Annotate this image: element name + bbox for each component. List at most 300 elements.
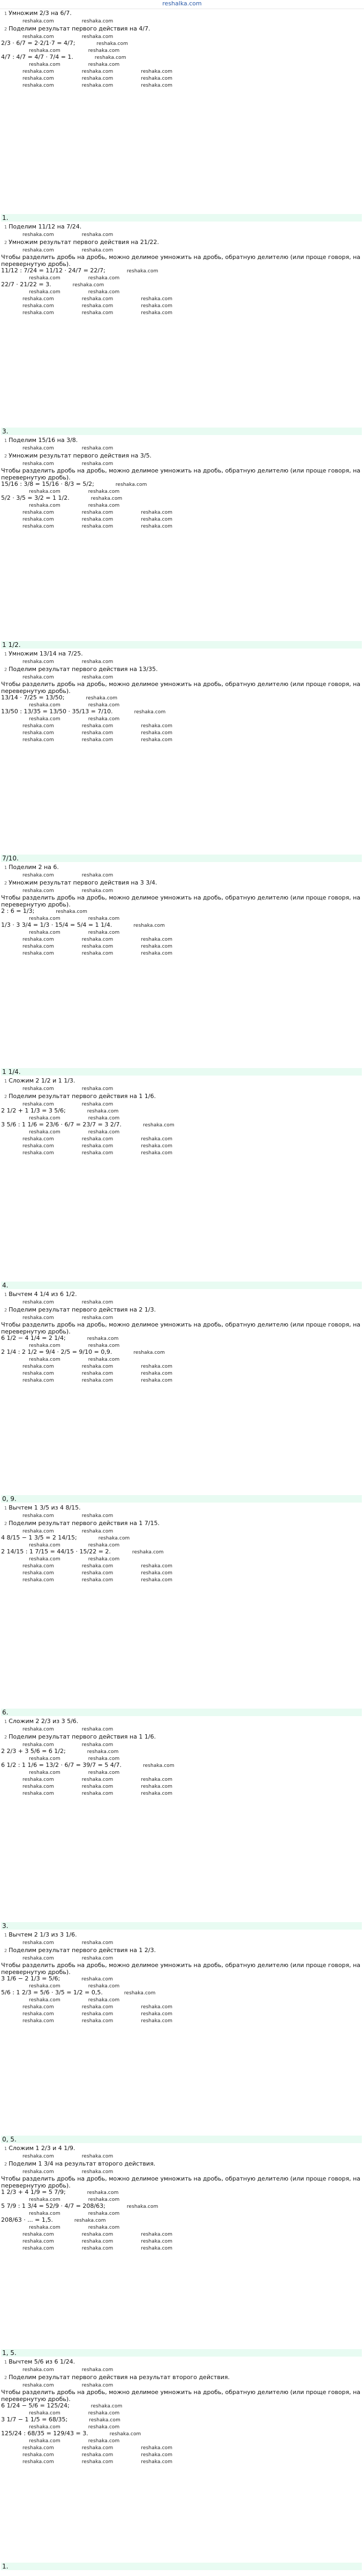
watermark[interactable]: reshaka.com [29,1984,60,1989]
watermark[interactable]: reshaka.com [87,1109,119,1114]
watermark[interactable]: reshaka.com [81,69,113,74]
watermark[interactable]: reshaka.com [141,737,173,743]
watermark[interactable]: reshaka.com [134,710,166,715]
watermark[interactable]: reshaka.com [22,1940,54,1946]
watermark[interactable]: reshaka.com [22,730,54,736]
watermark[interactable]: reshaka.com [141,1364,173,1369]
watermark[interactable]: reshaka.com [29,717,60,722]
watermark-row [1,460,362,467]
solution-page [0,9,364,2571]
watermark[interactable]: reshaka.com [87,1749,119,1755]
watermark-row [1,68,362,75]
watermark[interactable]: reshaka.com [22,2445,54,2451]
watermark-row [1,936,362,943]
site-header[interactable] [0,0,364,9]
watermark[interactable]: reshaka.com [22,944,54,949]
watermark[interactable]: reshaka.com [81,232,113,238]
watermark[interactable]: reshaka.com [81,1529,113,1534]
math-expression: 125/24 : 68/35 = 129/43 = 3. [1,2430,88,2437]
watermark[interactable]: reshaka.com [22,1086,54,1092]
watermark[interactable]: reshaka.com [81,1977,113,1982]
watermark[interactable]: reshaka.com [141,2452,173,2458]
watermark[interactable]: reshaka.com [124,1991,156,1996]
watermark[interactable]: reshaka.com [29,1116,60,1121]
watermark[interactable]: reshaka.com [22,446,54,451]
watermark[interactable]: reshaka.com [29,2197,60,2202]
watermark-row [1,309,362,316]
math-expression: 3 5/6 : 1 1/6 = 23/6 · 6/7 = 23/7 = 3 2/7. [1,1121,122,1128]
math-expression: 5 7/9 : 1 3/4 = 52/9 · 4/7 = 208/63; [1,2202,105,2209]
watermark[interactable]: reshaka.com [141,730,173,736]
watermark[interactable]: reshaka.com [87,2190,119,2196]
step-number: 1 [4,2146,7,2151]
watermark[interactable]: reshaka.com [22,937,54,942]
watermark[interactable]: reshaka.com [133,923,165,928]
watermark[interactable]: reshaka.com [29,1756,60,1762]
watermark[interactable]: reshaka.com [81,2169,113,2175]
watermark[interactable]: reshaka.com [81,2246,113,2251]
watermark[interactable]: reshaka.com [81,2232,113,2237]
solution-step [4,1093,362,1100]
watermark[interactable]: reshaka.com [88,2411,120,2416]
step-text: Поделим результат первого действия на 13/35. [9,666,158,673]
watermark[interactable]: reshaka.com [22,34,54,40]
watermark[interactable]: reshaka.com [22,888,54,894]
watermark[interactable]: reshaka.com [22,1137,54,1142]
step-text: Умножим 13/14 на 7/25. [9,650,83,657]
watermark[interactable]: reshaka.com [141,2246,173,2251]
watermark[interactable]: reshaka.com [81,1371,113,1376]
watermark[interactable]: reshaka.com [141,310,173,316]
watermark[interactable]: reshaka.com [29,930,60,935]
watermark[interactable]: reshaka.com [141,2005,173,2010]
watermark[interactable]: reshaka.com [141,76,173,81]
watermark[interactable]: reshaka.com [29,1770,60,1775]
explanation-note: Чтобы разделить дробь на дробь, можно делимое умножить на дробь, обратную делителю (или проще говоря, на перевернутую дробь). [1,1962,361,1976]
watermark-row [1,2444,362,2451]
watermark[interactable]: reshaka.com [141,951,173,956]
watermark[interactable]: reshaka.com [143,1123,175,1128]
watermark[interactable]: reshaka.com [141,1564,173,1569]
watermark[interactable]: reshaka.com [141,1571,173,1576]
watermark[interactable]: reshaka.com [81,2154,113,2159]
watermark[interactable]: reshaka.com [22,524,54,529]
watermark[interactable]: reshaka.com [88,703,120,708]
step-number: 2 [4,1948,7,1953]
watermark[interactable]: reshaka.com [22,2154,54,2159]
watermark[interactable]: reshaka.com [81,446,113,451]
watermark[interactable]: reshaka.com [22,1777,54,1782]
watermark[interactable]: reshaka.com [22,2011,54,2017]
watermark[interactable]: reshaka.com [81,524,113,529]
watermark[interactable]: reshaka.com [141,2445,173,2451]
watermark[interactable]: reshaka.com [22,1144,54,1149]
watermark[interactable]: reshaka.com [81,2445,113,2451]
watermark[interactable]: reshaka.com [22,1102,54,1107]
watermark[interactable]: reshaka.com [88,1557,120,1562]
watermark[interactable]: reshaka.com [29,1130,60,1135]
watermark[interactable]: reshaka.com [22,296,54,302]
watermark[interactable]: reshaka.com [88,1984,120,1989]
watermark[interactable]: reshaka.com [81,1315,113,1321]
watermark[interactable]: reshaka.com [81,1577,113,1583]
watermark[interactable]: reshaka.com [81,888,113,894]
watermark[interactable]: reshaka.com [22,517,54,522]
watermark[interactable]: reshaka.com [141,1378,173,1383]
watermark[interactable]: reshaka.com [88,930,120,935]
watermark[interactable]: reshaka.com [141,1371,173,1376]
math-line [1,1549,362,1556]
watermark[interactable]: reshaka.com [115,482,147,487]
watermark[interactable]: reshaka.com [141,723,173,729]
answer-line: 1. [1,214,362,222]
watermark[interactable]: reshaka.com [81,76,113,81]
math-line [1,908,362,915]
watermark[interactable]: reshaka.com [29,503,60,508]
watermark[interactable]: reshaka.com [141,296,173,302]
watermark[interactable]: reshaka.com [81,34,113,40]
watermark[interactable]: reshaka.com [22,1529,54,1534]
watermark[interactable]: reshaka.com [141,1784,173,1789]
watermark[interactable]: reshaka.com [81,2018,113,2024]
watermark[interactable]: reshaka.com [90,2404,123,2409]
watermark-row [1,1085,362,1092]
watermark[interactable]: reshaka.com [88,2225,120,2230]
watermark[interactable]: reshaka.com [89,2418,120,2423]
watermark-row [1,2224,362,2231]
watermark[interactable]: reshaka.com [98,1536,130,1541]
watermark[interactable]: reshaka.com [81,517,113,522]
watermark[interactable]: reshaka.com [88,1756,120,1762]
watermark[interactable]: reshaka.com [29,2411,60,2416]
watermark[interactable]: reshaka.com [81,1571,113,1576]
watermark[interactable]: reshaka.com [133,1350,165,1355]
watermark[interactable]: reshaka.com [81,723,113,729]
watermark[interactable]: reshaka.com [22,1378,54,1383]
step-number: 1 [4,225,7,230]
watermark[interactable]: reshaka.com [81,83,113,88]
watermark[interactable]: reshaka.com [29,2211,60,2216]
watermark[interactable]: reshaka.com [22,248,54,253]
watermark[interactable]: reshaka.com [141,2459,173,2465]
watermark[interactable]: reshaka.com [22,2367,54,2373]
watermark[interactable]: reshaka.com [141,524,173,529]
watermark[interactable]: reshaka.com [81,1378,113,1383]
watermark[interactable]: reshaka.com [22,303,54,309]
watermark[interactable]: reshaka.com [22,1364,54,1369]
watermark[interactable]: reshaka.com [88,1357,120,1362]
watermark[interactable]: reshaka.com [22,1371,54,1376]
watermark[interactable]: reshaka.com [141,303,173,309]
watermark[interactable]: reshaka.com [81,1086,113,1092]
watermark[interactable]: reshaka.com [22,2452,54,2458]
math-expression: 11/12 : 7/24 = 11/12 · 24/7 = 22/7; [1,267,105,274]
watermark[interactable]: reshaka.com [81,951,113,956]
watermark-row [1,1149,362,1156]
solution-step [4,1718,362,1725]
watermark[interactable]: reshaka.com [81,675,113,680]
watermark[interactable]: reshaka.com [29,289,60,295]
watermark[interactable]: reshaka.com [88,62,120,67]
watermark[interactable]: reshaka.com [88,1770,120,1775]
watermark[interactable]: reshaka.com [81,2459,113,2465]
watermark[interactable]: reshaka.com [94,55,126,60]
watermark[interactable]: reshaka.com [29,2225,60,2230]
watermark[interactable]: reshaka.com [88,1130,120,1135]
watermark[interactable]: reshaka.com [88,1116,120,1121]
watermark[interactable]: reshaka.com [22,951,54,956]
watermark[interactable]: reshaka.com [29,916,60,921]
watermark[interactable]: reshaka.com [143,1763,175,1769]
explanation-note: Чтобы разделить дробь на дробь, можно делимое умножить на дробь, обратную делителю (или проще говоря, на перевернутую дробь). [1,894,361,908]
watermark[interactable]: reshaka.com [29,1357,60,1362]
solution-step [4,1947,362,1954]
watermark[interactable]: reshaka.com [81,1784,113,1789]
watermark[interactable]: reshaka.com [90,496,123,501]
watermark[interactable]: reshaka.com [22,675,54,680]
math-expression: 6 1/2 : 1 1/6 = 13/2 · 6/7 = 39/7 = 5 4/7. [1,1762,122,1769]
watermark[interactable]: reshaka.com [81,1300,113,1305]
watermark[interactable]: reshaka.com [88,2211,120,2216]
solution-step [4,1520,362,1527]
watermark[interactable]: reshaka.com [22,2018,54,2024]
watermark[interactable]: reshaka.com [81,873,113,878]
watermark[interactable]: reshaka.com [81,2452,113,2458]
watermark[interactable]: reshaka.com [81,1364,113,1369]
math-expression: 3 1/7 − 1 1/5 = 68/35; [1,2416,68,2423]
watermark[interactable]: reshaka.com [141,1137,173,1142]
watermark[interactable]: reshaka.com [141,1577,173,1583]
watermark-row [1,61,362,68]
watermark[interactable]: reshaka.com [132,1550,164,1555]
watermark[interactable]: reshaka.com [81,1777,113,1782]
watermark[interactable]: reshaka.com [22,1300,54,1305]
watermark-row [1,715,362,722]
watermark[interactable]: reshaka.com [22,659,54,665]
watermark[interactable]: reshaka.com [22,69,54,74]
solution-step [4,2374,362,2381]
watermark[interactable]: reshaka.com [22,1791,54,1796]
watermark[interactable]: reshaka.com [88,916,120,921]
watermark[interactable]: reshaka.com [141,510,173,515]
watermark[interactable]: reshaka.com [86,696,118,701]
watermark[interactable]: reshaka.com [141,2011,173,2017]
watermark[interactable]: reshaka.com [126,2204,158,2209]
watermark-row [1,2458,362,2465]
answer-line: 3. [1,1922,362,1930]
watermark[interactable]: reshaka.com [81,944,113,949]
solution-step [4,2358,362,2366]
watermark[interactable]: reshaka.com [81,248,113,253]
watermark[interactable]: reshaka.com [81,730,113,736]
step-number: 1 [4,652,7,657]
watermark[interactable]: reshaka.com [141,1791,173,1796]
watermark[interactable]: reshaka.com [22,1727,54,1732]
watermark[interactable]: reshaka.com [22,1742,54,1748]
watermark[interactable]: reshaka.com [141,1777,173,1782]
watermark[interactable]: reshaka.com [88,489,120,494]
watermark[interactable]: reshaka.com [81,737,113,743]
math-expression: 13/14 · 7/25 = 13/50; [1,694,65,701]
watermark-row [1,2231,362,2238]
watermark[interactable]: reshaka.com [141,1150,173,1156]
solution-block [1,436,362,650]
watermark-row [1,1556,362,1563]
watermark[interactable]: reshaka.com [81,2239,113,2244]
watermark[interactable]: reshaka.com [81,1150,113,1156]
solution-step [4,879,362,887]
step-number: 1 [4,1933,7,1938]
watermark[interactable]: reshaka.com [81,1791,113,1796]
watermark-row [1,302,362,309]
step-text: Поделим результат первого действия на 1 2/3. [9,1947,156,1954]
watermark-row [1,2451,362,2458]
watermark[interactable]: reshaka.com [81,659,113,665]
watermark[interactable]: reshaka.com [141,2239,173,2244]
watermark[interactable]: reshaka.com [22,19,54,24]
step-text: Умножим результат первого действия на 3/5. [9,452,152,459]
watermark[interactable]: reshaka.com [22,2169,54,2175]
watermark[interactable]: reshaka.com [96,41,128,47]
watermark[interactable]: reshaka.com [22,2005,54,2010]
watermark[interactable]: reshaka.com [81,1144,113,1149]
watermark[interactable]: reshaka.com [22,723,54,729]
watermark[interactable]: reshaka.com [81,19,113,24]
watermark-row [1,1569,362,1576]
watermark[interactable]: reshaka.com [22,1784,54,1789]
watermark[interactable]: reshaka.com [22,232,54,238]
math-expression: 6 1/24 − 5/6 = 125/24; [1,2402,70,2409]
watermark[interactable]: reshaka.com [141,1144,173,1149]
watermark-row [1,2382,362,2389]
watermark[interactable]: reshaka.com [29,1557,60,1562]
math-line [1,1349,362,1356]
solution-step [4,1077,362,1085]
watermark[interactable]: reshaka.com [81,1564,113,1569]
watermark[interactable]: reshaka.com [141,944,173,949]
watermark[interactable]: reshaka.com [81,296,113,302]
watermark[interactable]: reshaka.com [81,2011,113,2017]
watermark[interactable]: reshaka.com [72,283,104,288]
watermark[interactable]: reshaka.com [29,48,60,54]
watermark[interactable]: reshaka.com [29,1543,60,1548]
watermark[interactable]: reshaka.com [88,503,120,508]
watermark[interactable]: reshaka.com [141,2232,173,2237]
watermark[interactable]: reshaka.com [81,461,113,467]
watermark[interactable]: reshaka.com [126,269,158,274]
watermark[interactable]: reshaka.com [29,489,60,494]
watermark[interactable]: reshaka.com [141,937,173,942]
watermark[interactable]: reshaka.com [88,48,120,54]
watermark[interactable]: reshaka.com [22,1315,54,1321]
watermark[interactable]: reshaka.com [22,1564,54,1569]
watermark[interactable]: reshaka.com [81,2383,113,2388]
watermark-row [1,1939,362,1946]
watermark[interactable]: reshaka.com [22,1571,54,1576]
watermark[interactable]: reshaka.com [88,1998,120,2003]
step-number: 1 [4,2360,7,2365]
watermark[interactable]: reshaka.com [88,717,120,722]
step-number: 1 [4,1292,7,1297]
watermark-row [1,1135,362,1142]
watermark[interactable]: reshaka.com [141,2018,173,2024]
watermark[interactable]: reshaka.com [22,1956,54,1961]
watermark-row [1,1299,362,1306]
watermark[interactable]: reshaka.com [29,703,60,708]
watermark[interactable]: reshaka.com [88,2438,120,2444]
watermark[interactable]: reshaka.com [141,69,173,74]
watermark[interactable]: reshaka.com [81,303,113,309]
watermark[interactable]: reshaka.com [22,2232,54,2237]
watermark[interactable]: reshaka.com [22,76,54,81]
watermark[interactable]: reshaka.com [88,289,120,295]
watermark[interactable]: reshaka.com [22,1577,54,1583]
watermark[interactable]: reshaka.com [81,1742,113,1748]
watermark[interactable]: reshaka.com [141,517,173,522]
watermark[interactable]: reshaka.com [56,909,88,914]
watermark[interactable]: reshaka.com [88,1343,120,1348]
watermark[interactable]: reshaka.com [29,2425,60,2430]
watermark[interactable]: reshaka.com [81,1513,113,1519]
watermark[interactable]: reshaka.com [29,1998,60,2003]
watermark[interactable]: reshaka.com [29,276,60,281]
watermark[interactable]: reshaka.com [88,1543,120,1548]
watermark[interactable]: reshaka.com [109,2432,141,2437]
watermark[interactable]: reshaka.com [81,1940,113,1946]
watermark[interactable]: reshaka.com [22,2459,54,2465]
solution-step [4,864,362,871]
watermark[interactable]: reshaka.com [22,2383,54,2388]
watermark[interactable]: reshaka.com [29,1343,60,1348]
watermark[interactable]: reshaka.com [81,310,113,316]
site-name[interactable]: reshalka.com [162,0,202,7]
watermark[interactable]: reshaka.com [22,1513,54,1519]
watermark[interactable]: reshaka.com [22,83,54,88]
watermark[interactable]: reshaka.com [88,2197,120,2202]
watermark[interactable]: reshaka.com [81,937,113,942]
watermark[interactable]: reshaka.com [81,1102,113,1107]
watermark[interactable]: reshaka.com [22,2246,54,2251]
watermark[interactable]: reshaka.com [22,1150,54,1156]
watermark[interactable]: reshaka.com [29,2438,60,2444]
watermark-row [1,2210,362,2217]
watermark[interactable]: reshaka.com [74,2218,106,2223]
watermark[interactable]: reshaka.com [81,510,113,515]
watermark[interactable]: reshaka.com [81,1727,113,1732]
watermark[interactable]: reshaka.com [88,2425,120,2430]
watermark[interactable]: reshaka.com [81,1956,113,1961]
math-expression: 13/50 : 13/35 = 13/50 · 35/13 = 7/10. [1,708,113,715]
watermark[interactable]: reshaka.com [87,1336,119,1342]
watermark[interactable]: reshaka.com [22,2239,54,2244]
watermark-row [1,674,362,681]
watermark[interactable]: reshaka.com [22,310,54,316]
watermark-row [1,929,362,936]
watermark[interactable]: reshaka.com [141,83,173,88]
watermark[interactable]: reshaka.com [22,737,54,743]
math-line [1,2203,362,2210]
explanation-note: Чтобы разделить дробь на дробь, можно делимое умножить на дробь, обратную делителю (или проще говоря, на перевернутую дробь). [1,467,361,481]
watermark[interactable]: reshaka.com [22,873,54,878]
watermark[interactable]: reshaka.com [81,1137,113,1142]
step-text: Вычтем 2 1/3 из 3 1/6. [9,1931,77,1938]
watermark[interactable]: reshaka.com [29,62,60,67]
watermark[interactable]: reshaka.com [81,2005,113,2010]
watermark[interactable]: reshaka.com [22,510,54,515]
watermark[interactable]: reshaka.com [88,276,120,281]
watermark[interactable]: reshaka.com [81,2367,113,2373]
watermark[interactable]: reshaka.com [22,461,54,467]
